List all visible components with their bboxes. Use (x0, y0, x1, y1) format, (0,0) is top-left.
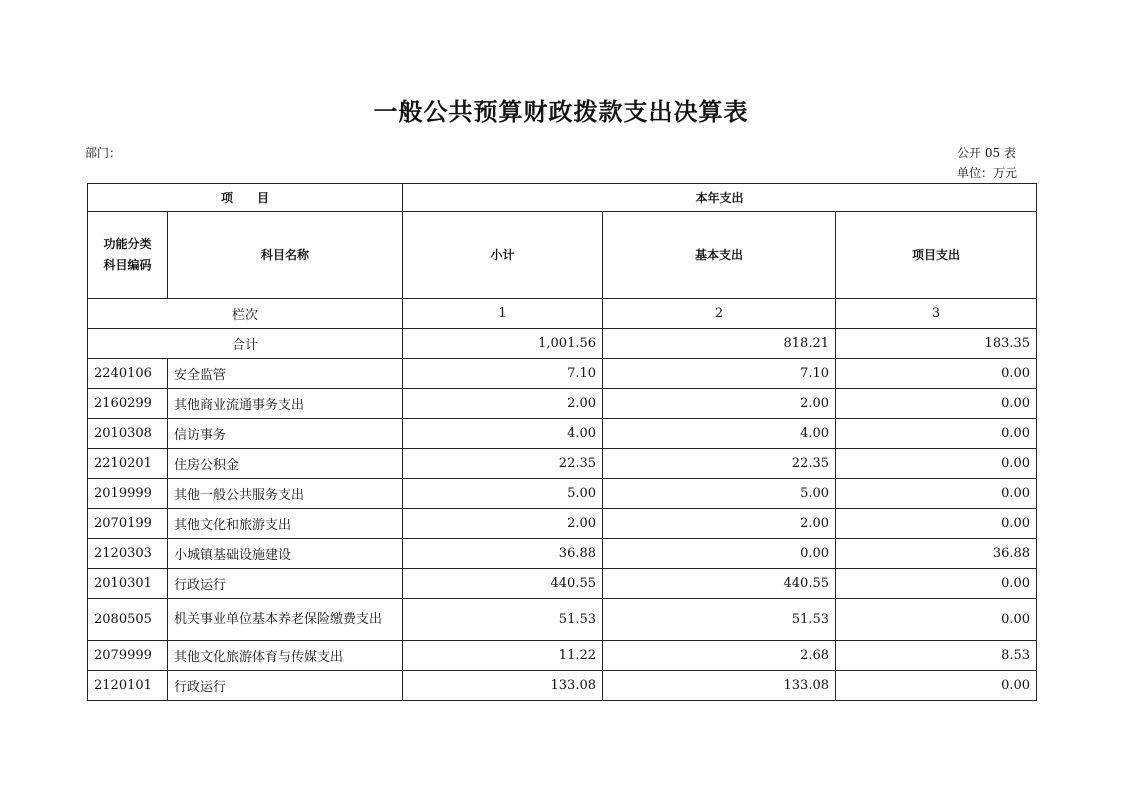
column-index-3: 3 (836, 299, 1037, 329)
row-project: 0.00 (836, 389, 1037, 419)
row-project: 0.00 (836, 599, 1037, 641)
table-row (88, 389, 1037, 419)
row-code: 2120303 (88, 539, 168, 569)
table-row (88, 671, 1037, 701)
header-subject-name: 科目名称 (168, 212, 403, 299)
table-row (88, 479, 1037, 509)
row-project: 0.00 (836, 509, 1037, 539)
row-subtotal: 11.22 (403, 641, 603, 671)
header-row-top (88, 184, 1037, 212)
total-project: 183.35 (836, 329, 1037, 359)
table-row (88, 359, 1037, 389)
row-project: 0.00 (836, 419, 1037, 449)
row-basic: 4.00 (603, 419, 836, 449)
table-row (88, 509, 1037, 539)
row-project: 0.00 (836, 359, 1037, 389)
row-subtotal: 4.00 (403, 419, 603, 449)
row-name: 其他文化和旅游支出 (168, 509, 403, 539)
row-code: 2010308 (88, 419, 168, 449)
row-code: 2019999 (88, 479, 168, 509)
row-project: 8.53 (836, 641, 1037, 671)
table-row (88, 599, 1037, 641)
row-code: 2080505 (88, 599, 168, 641)
header-current-year-expense: 本年支出 (403, 184, 1037, 212)
table-row (88, 419, 1037, 449)
table-row (88, 641, 1037, 671)
row-basic: 51.53 (603, 599, 836, 641)
row-code: 2210201 (88, 449, 168, 479)
row-basic: 2.00 (603, 389, 836, 419)
department-label: 部门： (85, 146, 122, 160)
table-row (88, 539, 1037, 569)
row-project: 0.00 (836, 479, 1037, 509)
column-index-2: 2 (603, 299, 836, 329)
row-name: 行政运行 (168, 569, 403, 599)
row-subtotal: 133.08 (403, 671, 603, 701)
row-code: 2079999 (88, 641, 168, 671)
total-subtotal: 1,001.56 (403, 329, 603, 359)
row-subtotal: 36.88 (403, 539, 603, 569)
row-basic: 7.10 (603, 359, 836, 389)
row-subtotal: 440.55 (403, 569, 603, 599)
header-code: 功能分类 科目编码 (88, 212, 168, 299)
row-subtotal: 2.00 (403, 389, 603, 419)
row-name: 机关事业单位基本养老保险缴费支出 (168, 599, 403, 641)
row-basic: 2.00 (603, 509, 836, 539)
row-basic: 22.35 (603, 449, 836, 479)
row-subtotal: 2.00 (403, 509, 603, 539)
row-code: 2120101 (88, 671, 168, 701)
row-project: 0.00 (836, 671, 1037, 701)
row-name: 其他商业流通事务支出 (168, 389, 403, 419)
header-item: 项 目 (88, 184, 403, 212)
table-row (88, 569, 1037, 599)
row-subtotal: 7.10 (403, 359, 603, 389)
page-title: 一般公共预算财政拨款支出决算表 (373, 97, 749, 126)
column-index-label: 栏次 (88, 299, 403, 329)
row-basic: 2.68 (603, 641, 836, 671)
table-row (88, 449, 1037, 479)
row-project: 0.00 (836, 449, 1037, 479)
row-code: 2160299 (88, 389, 168, 419)
row-subtotal: 5.00 (403, 479, 603, 509)
column-index-row (88, 299, 1037, 329)
header-row-columns (88, 212, 1037, 299)
header-subtotal: 小计 (403, 212, 603, 299)
row-name: 安全监管 (168, 359, 403, 389)
row-subtotal: 22.35 (403, 449, 603, 479)
row-name: 住房公积金 (168, 449, 403, 479)
row-basic: 133.08 (603, 671, 836, 701)
row-basic: 0.00 (603, 539, 836, 569)
row-code: 2070199 (88, 509, 168, 539)
total-basic: 818.21 (603, 329, 836, 359)
row-subtotal: 51.53 (403, 599, 603, 641)
header-project: 项目支出 (836, 212, 1037, 299)
header-basic: 基本支出 (603, 212, 836, 299)
form-code: 公开 05 表 (957, 146, 1016, 160)
row-basic: 440.55 (603, 569, 836, 599)
unit-label: 单位：万元 (957, 166, 1018, 180)
expense-table (87, 183, 1037, 701)
row-name: 信访事务 (168, 419, 403, 449)
row-code: 2240106 (88, 359, 168, 389)
row-name: 行政运行 (168, 671, 403, 701)
row-name: 小城镇基础设施建设 (168, 539, 403, 569)
total-label: 合计 (88, 329, 403, 359)
row-name: 其他文化旅游体育与传媒支出 (168, 641, 403, 671)
row-project: 36.88 (836, 539, 1037, 569)
row-project: 0.00 (836, 569, 1037, 599)
row-basic: 5.00 (603, 479, 836, 509)
total-row (88, 329, 1037, 359)
row-code: 2010301 (88, 569, 168, 599)
column-index-1: 1 (403, 299, 603, 329)
row-name: 其他一般公共服务支出 (168, 479, 403, 509)
